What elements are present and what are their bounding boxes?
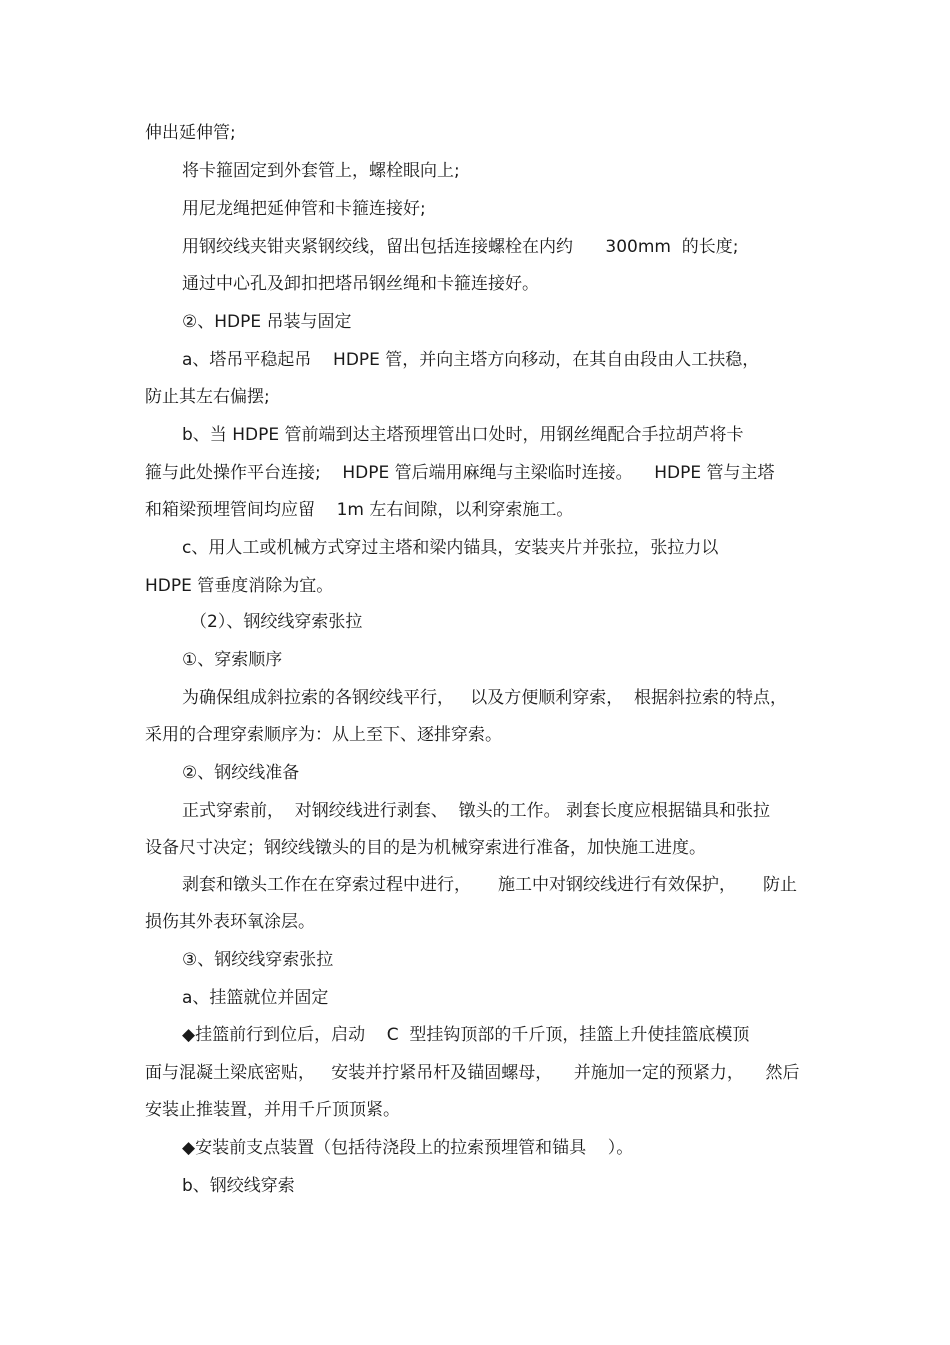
text-line: 安装止推装置，并用千斤顶顶紧。 (145, 1100, 400, 1120)
text-line: a、挂篮就位并固定 (182, 988, 329, 1008)
text-line: 损伤其外表环氧涂层。 (145, 912, 315, 932)
text-line: 设备尺寸决定；钢绞线镦头的目的是为机械穿索进行准备，加快施工进度。 (145, 838, 706, 858)
text-line: HDPE 管垂度消除为宜。 (145, 576, 334, 596)
section-heading: ②、HDPE 吊装与固定 (182, 312, 352, 332)
text-line: b、当 HDPE 管前端到达主塔预埋管出口处时，用钢丝绳配合手拉胡芦将卡 (182, 425, 744, 445)
text-line: 用钢绞线夹钳夹紧钢绞线，留出包括连接螺栓在内约 300mm 的长度; (182, 237, 739, 257)
text-line: 用尼龙绳把延伸管和卡箍连接好; (182, 199, 426, 219)
text-line: a、塔吊平稳起吊 HDPE 管，并向主塔方向移动，在其自由段由人工扶稳， (182, 350, 760, 370)
text-line: 剥套和镦头工作在在穿索过程中进行， 施工中对钢绞线进行有效保护， 防止 (182, 875, 798, 895)
section-heading: ②、钢绞线准备 (182, 763, 300, 783)
text-line: 面与混凝土梁底密贴， 安装并拧紧吊杆及锚固螺母， 并施加一定的预紧力， 然后 (145, 1063, 800, 1083)
text-line: 采用的合理穿索顺序为：从上至下、逐排穿索。 (145, 725, 502, 745)
text-line: 通过中心孔及卸扣把塔吊钢丝绳和卡箍连接好。 (182, 274, 539, 294)
text-line: 和箱梁预埋管间均应留 1m 左右间隙，以利穿索施工。 (145, 500, 574, 520)
text-line: ◆挂篮前行到位后，启动 C 型挂钩顶部的千斤顶，挂篮上升使挂篮底模顶 (182, 1025, 750, 1045)
text-line: 箍与此处操作平台连接; HDPE 管后端用麻绳与主梁临时连接。 HDPE 管与主塔 (145, 463, 775, 483)
section-heading: ①、穿索顺序 (182, 650, 283, 670)
text-line: c、用人工或机械方式穿过主塔和梁内锚具，安装夹片并张拉，张拉力以 (182, 538, 719, 558)
text-line: 为确保组成斜拉索的各钢绞线平行， 以及方便顺利穿索， 根据斜拉索的特点， (182, 688, 788, 708)
text-line: 防止其左右偏摆; (145, 387, 270, 407)
text-line: b、钢绞线穿索 (182, 1176, 295, 1196)
text-line: 伸出延伸管; (145, 123, 236, 143)
text-line: 将卡箍固定到外套管上，螺栓眼向上; (182, 161, 460, 181)
text-line: 正式穿索前， 对钢绞线进行剥套、 镦头的工作。 剥套长度应根据锚具和张拉 (182, 801, 771, 821)
section-heading: （2）、钢绞线穿索张拉 (190, 612, 363, 632)
text-line: ◆安装前支点装置（包括待浇段上的拉索预埋管和锚具 ）。 (182, 1138, 634, 1158)
section-heading: ③、钢绞线穿索张拉 (182, 950, 334, 970)
